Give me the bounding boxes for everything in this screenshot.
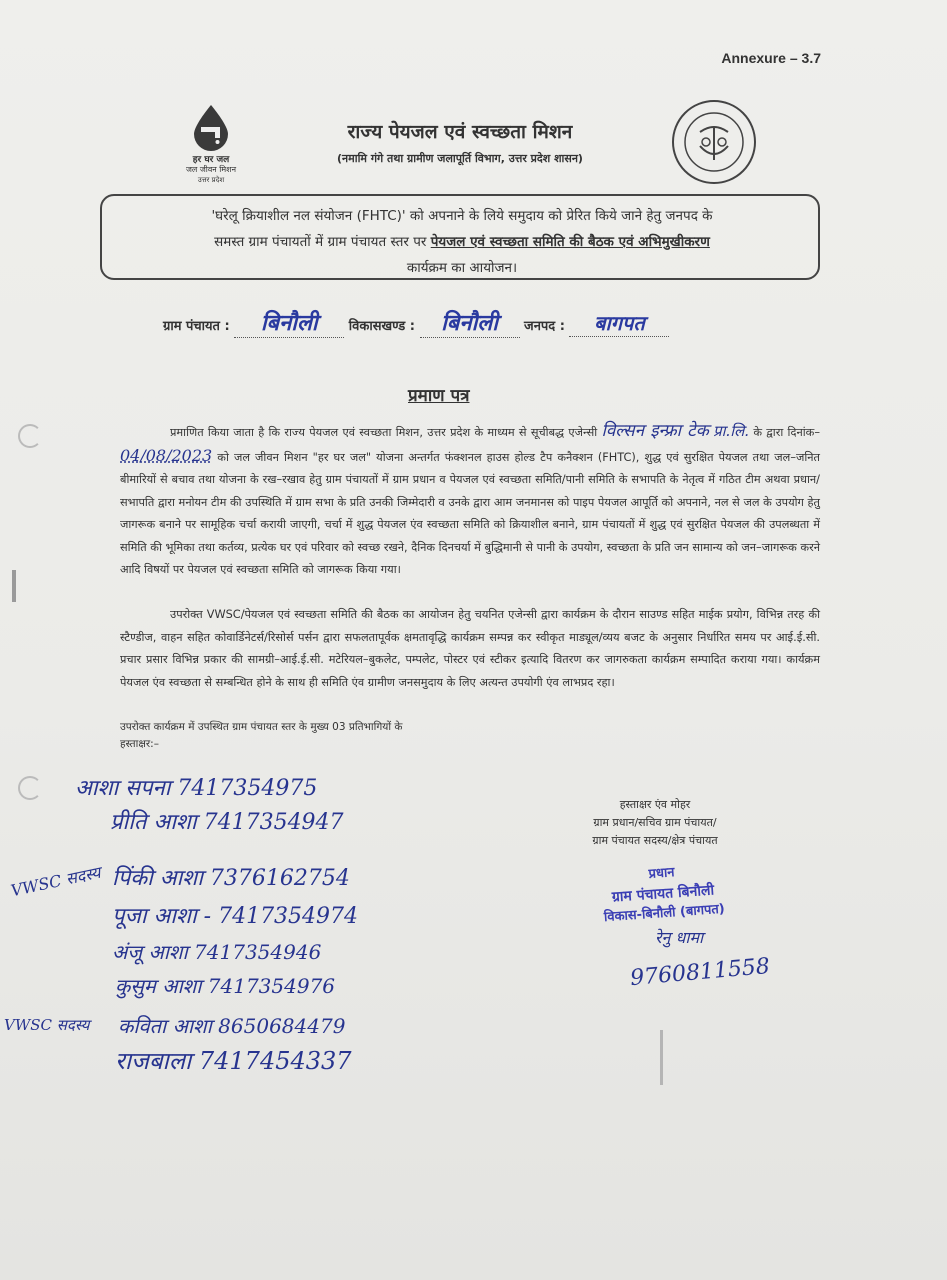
notice-line-2b: पेयजल एवं स्वच्छता समिति की बैठक एवं अभिमुखीकरण [430,234,710,250]
punch-hole-top [18,424,42,448]
date-handwritten: 04/08/2023 [120,445,213,465]
vikaskhand-value: बिनौली [441,310,498,336]
pradhan-signature: रेनु धामा [655,928,704,947]
signature-7: कविता आशा 8650684479 [118,1014,346,1038]
fold-mark [660,1030,663,1085]
signature-3: पिंकी आशा 7376162754 [112,866,350,891]
org-title: राज्य पेयजल एवं स्वच्छता मिशन [347,121,573,143]
logo-line-2: जल जीवन मिशन [185,165,237,174]
stamp-line-1: प्रधान [648,865,676,882]
annexure-label: Annexure – 3.7 [721,50,821,66]
notice-line-3: कार्यक्रम का आयोजन। [406,260,518,276]
edge-mark [12,570,16,602]
certificate-paragraph-2: उपरोक्त VWSC/पेयजल एवं स्वच्छता समिति की बैठक का आयोजन हेतु चयनित एजेन्सी द्वारा कार्यक्रम के दौरान साउण्ड सहित माईक प्रयोग, विभिन्न तरह की स्टैण्डीज, वाहन सहित कोवार्डिनेटर्स/रिसोर्स पर्सन द्वारा सफलतापूर्वक क्षमतावृद्धि कार्यक्रम सम्पन्न कर स्वीकृत माड्यूल/व्यय बजट के अनुसार निर्धारित समय पर आई.ई.सी. प्रचार प्रसार विभिन्न प्रकार की सामग्री–आई.ई.सी. मटेरियल–बुकलेट, पम्पलेट, पोस्टर एवं स्टीकर इत्यादि वितरण कर जागरुकता कार्यक्रम सम्पादित कराया गया। कार्यक्रम पेयजल एंव स्वच्छता से सम्बन्धित होने के साथ ही समिति एंव ग्रामीण जनसमुदाय के लिए अत्यन्त उपयोगी एंव लाभप्रद रहा। [120,608,820,689]
signature-1: आशा सपना 7417354975 [75,776,318,801]
logo-line-3: उत्तर प्रदेश [197,176,225,184]
gram-panchayat-value: बिनौली [260,310,318,336]
notice-line-2a: समस्त ग्राम पंचायतों में ग्राम पंचायत स्तर पर [214,234,431,250]
signature-5: अंजू आशा 7417354946 [112,940,322,964]
vwsc-mark-2: VWSC सदस्य [4,1016,90,1034]
notice-line-2 [112,229,812,255]
sign-line-1: हस्ताक्षर एंव मोहर [619,798,691,811]
notice-text [112,203,812,281]
gram-panchayat-label: ग्राम पंचायत : [163,319,230,334]
certificate-paragraph-1 [120,420,820,582]
p1-start: प्रमाणित किया जाता है कि राज्य पेयजल एवं स्वच्छता मिशन, उत्तर प्रदेश के माध्यम से सूचीबद्ध एजेन्सी [170,426,598,439]
logo-line-1: हर घर जल [192,155,230,165]
up-government-seal [670,98,758,190]
signature-6: कुसुम आशा 7417354976 [115,974,336,998]
p1-c: को जल जीवन मिशन "हर घर जल" योजना अन्तर्गत फंक्शनल हाउस होल्ड टैप कनैक्शन (FHTC), शुद्ध एवं सुरक्षित पेयजल तथा जल–जनित बीमारियों से बचाव तथा योजना के रख–रखाव हेतु ग्राम पंचायतों में ग्राम प्रधान व पेयजल एवं स्वच्छता समिति/पानी समिति के सभापति के नेतृत्व में गठित टीम अथवा प्रधान/सभापति द्वारा मनोयन टीम की उपस्थिति में ग्राम सभा के प्रति उनकी जिम्मेदारी व उनके द्वारा आम जनमानस को पाइप पेयजल आपूर्ति को अपनाने, नल से जल के उपयोग हेतु जागरूक बनाने पर सामूहिक चर्चा करायी जाएगी, चर्चा में शुद्ध पेयजल एंव स्वच्छता समिति को क्रियाशील बनाने, ग्राम पंचायतों में शुद्ध एवं सुरक्षित पेयजल की उपलब्धता में समिति की भूमिका तथा कर्तव्य, प्रत्येक घर एवं परिवार को स्वच्छ रखने, दैनिक दिनचर्या में बुद्धिमानी से पानी के उपयोग, स्वच्छता के प्रति जन सामान्य को जन–जागरूक करने आदि विषयों पर पेयजल एवं स्वच्छता समिति को जागरूक किया गया। [120,450,820,576]
stamp-line-3: विकास-बिनौली (बागपत) [603,901,726,926]
sign-line-2: ग्राम प्रधान/सचिव ग्राम पंचायत/ [593,816,717,829]
vikaskhand-label: विकासखण्ड : [348,319,415,334]
signature-8: राजबाला 7417454337 [115,1047,352,1075]
org-subtitle: (नमामि गंगे तथा ग्रामीण जलापूर्ति विभाग, उत्तर प्रदेश शासन) [337,152,583,165]
agency-handwritten-2: प्रा.लि. [713,422,750,440]
water-drop-tap-icon [190,103,232,151]
participants-note-line-1: उपरोक्त कार्यक्रम में उपस्थित ग्राम पंचायत स्तर के मुख्य 03 प्रतिभागियों के [120,721,403,733]
stamp-line-2: ग्राम पंचायत बिनौली [611,882,715,906]
participants-note-line-2: हस्ताक्षर:– [120,738,159,750]
certificate-heading: प्रमाण पत्र [408,386,470,406]
agency-handwritten: विल्सन इन्फ्रा टेक [601,421,709,441]
location-fields [163,307,669,338]
notice-line-1: 'घरेलू क्रियाशील नल संयोजन (FHTC)' को अपनाने के लिये समुदाय को प्रेरित किये जाने हेतु जनपद के [211,208,713,224]
vwsc-mark-1: VWSC सदस्य [9,862,103,901]
participants-note [120,719,520,753]
punch-hole-bottom [18,776,42,800]
signature-2: प्रीति आशा 7417354947 [110,810,344,835]
gram-panchayat-value-slot [234,307,344,338]
signature-block [560,796,750,850]
p1-b: के द्वारा दिनांक– [753,426,820,439]
janpad-value-slot [569,309,669,337]
har-ghar-jal-logo [180,103,242,185]
pradhan-phone: 9760811558 [629,953,771,992]
vikaskhand-value-slot [420,307,520,338]
janpad-label: जनपद : [524,319,565,334]
sign-line-3: ग्राम पंचायत सदस्य/क्षेत्र पंचायत [592,834,718,847]
janpad-value: बागपत [594,311,645,335]
pradhan-stamp [566,857,760,930]
signature-4: पूजा आशा - 7417354974 [112,904,359,929]
